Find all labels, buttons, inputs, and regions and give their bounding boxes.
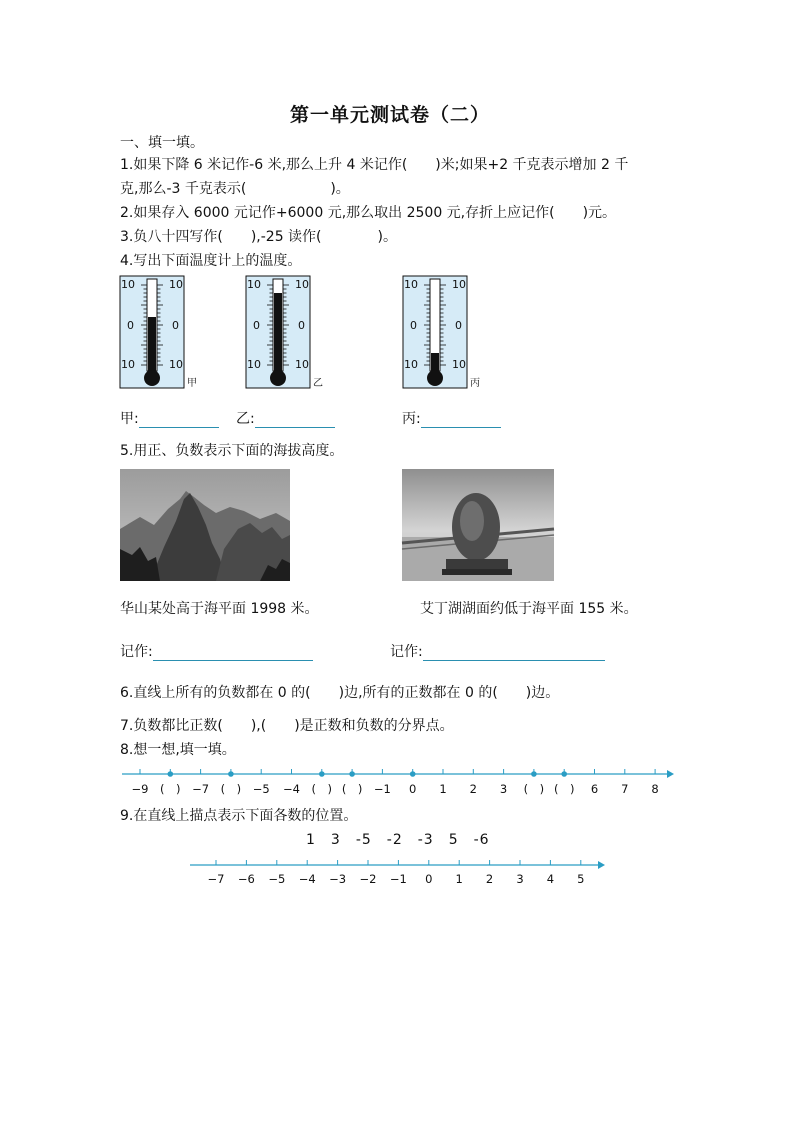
question-4: 4.写出下面温度计上的温度。 [120,253,302,269]
question-1-line-2: 克,那么-3 千克表示( )。 [120,181,350,197]
thermometer-name: 丙 [470,378,480,389]
answer-blank[interactable] [255,411,335,428]
axis-label: −7 [192,782,210,796]
tick-label-bottom-left: 10 [404,358,418,371]
thermometer-name: 乙 [313,378,323,389]
tick-label-zero-right: 0 [298,319,305,332]
answer-yi [236,408,335,428]
section-heading: 一、填一填。 [120,135,204,151]
answer-blank[interactable] [421,411,501,428]
axis-label: −9 [131,782,149,796]
thermometer-bulb [427,370,443,386]
axis-dot [319,771,325,777]
tick-label-bottom-right: 10 [452,358,466,371]
mountain-photo [120,469,290,581]
axis-label: 1 [439,782,447,796]
thermometer-group [0,270,794,400]
record-blank[interactable] [153,644,313,661]
caption-aiding-lake: 艾丁湖湖面约低于海平面 155 米。 [420,601,638,617]
question-2: 2.如果存入 6000 元记作+6000 元,那么取出 2500 元,存折上应记作( )元。 [120,205,617,221]
tick-label-top-left: 10 [121,278,135,291]
axis-label: 7 [621,782,629,796]
axis-label: ( ) [523,782,545,796]
axis-label: ( ) [341,782,363,796]
axis-label: −1 [389,872,407,886]
axis-dot [531,771,537,777]
axis-label: 4 [546,872,555,886]
tick-label-zero-left: 0 [410,319,417,332]
axis-label: −4 [298,872,316,886]
tick-label-bottom-right: 10 [295,358,309,371]
axis-label: −7 [207,872,225,886]
record-aiding-lake [390,641,605,661]
tick-label-zero-left: 0 [127,319,134,332]
tick-label-bottom-left: 10 [247,358,261,371]
answer-label: 甲: [120,411,139,427]
question-9: 9.在直线上描点表示下面各数的位置。 [120,808,358,824]
axis-label: ( ) [160,782,181,796]
tick-label-top-right: 10 [452,278,466,291]
question-3: 3.负八十四写作( ),-25 读作( )。 [120,229,397,245]
number-line-9 [0,855,794,895]
axis-arrow [598,861,605,869]
thermometer-3 [403,276,480,389]
axis-label: ( ) [220,782,242,796]
answer-jia [120,408,219,428]
answer-label: 乙: [236,411,255,427]
axis-label: −3 [329,872,347,886]
mercury-column [274,293,282,374]
thermometer-name: 甲 [187,378,197,389]
question-7: 7.负数都比正数( ),( )是正数和负数的分界点。 [120,718,454,734]
record-label: 记作: [390,644,423,660]
question-1-line-1: 1.如果下降 6 米记作-6 米,那么上升 4 米记作( )米;如果+2 千克表示增加 2 千 [120,157,629,173]
thermometer-bulb [270,370,286,386]
axis-dot [228,771,234,777]
question-8: 8.想一想,填一填。 [120,742,236,758]
stone-monument-photo [402,469,554,581]
caption-huashan: 华山某处高于海平面 1998 米。 [120,601,319,617]
question-5: 5.用正、负数表示下面的海拔高度。 [120,443,344,459]
mercury-column [148,317,156,374]
thermometer-1 [120,276,197,389]
axis-label: −2 [359,872,377,886]
answer-blank[interactable] [139,411,219,428]
axis-dot [410,771,416,777]
tick-label-zero-left: 0 [253,319,260,332]
axis-label: 0 [425,872,433,886]
axis-label: −1 [373,782,391,796]
tick-label-top-left: 10 [247,278,261,291]
record-label: 记作: [120,644,153,660]
tick-label-bottom-right: 10 [169,358,183,371]
axis-label: 3 [516,872,524,886]
axis-dot [349,771,355,777]
axis-label: 5 [577,872,585,886]
axis-label: 3 [499,782,508,796]
question-6: 6.直线上所有的负数都在 0 的( )边,所有的正数都在 0 的( )边。 [120,685,560,701]
tick-label-bottom-left: 10 [121,358,135,371]
axis-dot [168,771,174,777]
axis-label: 6 [590,782,599,796]
axis-label: 2 [469,782,477,796]
record-huashan [120,641,313,661]
tick-label-top-right: 10 [295,278,309,291]
record-blank[interactable] [423,644,605,661]
tick-label-top-right: 10 [169,278,183,291]
axis-label: −5 [268,872,286,886]
axis-label: −4 [283,782,300,796]
number-line-8 [0,763,794,803]
tick-label-top-left: 10 [404,278,418,291]
axis-label: ( ) [311,782,333,796]
thermometer-bulb [144,370,160,386]
page-title: 第一单元测试卷（二） [290,104,491,126]
tick-label-zero-right: 0 [455,319,462,332]
tick-label-zero-right: 0 [172,319,179,332]
thermometer-2 [246,276,323,389]
axis-label: 2 [485,872,494,886]
axis-label: 1 [455,872,463,886]
axis-label: 8 [651,782,659,796]
axis-arrow [667,770,674,778]
axis-dot [561,771,567,777]
answer-label: 丙: [402,411,421,427]
numbers-to-plot: 1 3 -5 -2 -3 5 -6 [306,832,490,848]
axis-label: ( ) [553,782,575,796]
axis-label: −5 [252,782,270,796]
answer-bing [402,408,501,428]
axis-label: −6 [237,872,255,886]
axis-label: 0 [409,782,417,796]
